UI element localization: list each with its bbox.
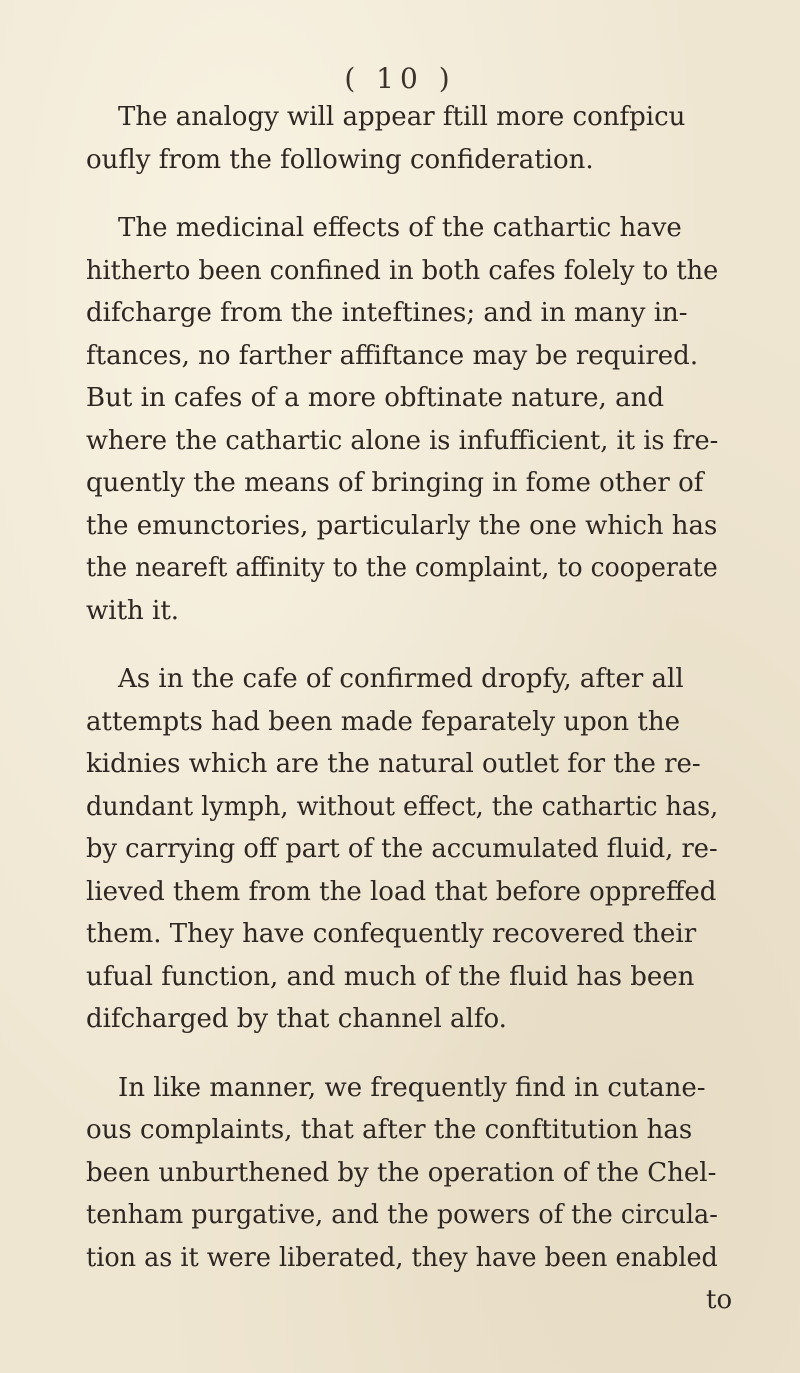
page-number: ( 10 ) [344, 62, 456, 95]
text-line: hitherto been confined in both cafes folely to the [86, 255, 719, 286]
text-line: tenham purgative, and the powers of the circula- [86, 1200, 718, 1230]
text-line: The medicinal effects of the cathartic have [118, 213, 682, 243]
text-line: lieved them from the load that before oppreffed [86, 876, 717, 907]
text-line: oufly from the following confideration. [86, 144, 594, 175]
text-line: The analogy will appear ftill more confpicu [118, 102, 686, 132]
text-line: them. They have confequently recovered their [86, 919, 697, 949]
text-line: been unburthened by the operation of the Chel- [86, 1157, 717, 1188]
text-line: by carrying off part of the accumulated fluid, re- [86, 834, 718, 864]
text-line: quently the means of bringing in fome other of [86, 468, 704, 498]
text-line: ufual function, and much of the fluid has been [86, 961, 695, 992]
text-line: In like manner, we frequently find in cutane- [118, 1072, 706, 1103]
text-line: tion as it were liberated, they have been enabled [86, 1242, 718, 1273]
text-line: But in cafes of a more obftinate nature, and [86, 383, 664, 413]
text-line: the neareft affinity to the complaint, to cooperate [86, 553, 718, 583]
text-line: where the cathartic alone is infufficient, it is fre- [86, 425, 719, 456]
catchword: to [706, 1285, 733, 1315]
text-line: dundant lymph, without effect, the cathartic has, [86, 791, 719, 822]
text-line: kidnies which are the natural outlet for the re- [86, 749, 701, 779]
text-line: with it. [86, 595, 180, 626]
text-line: difcharged by that channel alfo. [86, 1004, 507, 1034]
text-line: attempts had been made feparately upon the [86, 706, 680, 737]
text-line: ous complaints, that after the conftitution has [86, 1115, 693, 1145]
text-line: difcharge from the inteftines; and in many in- [86, 298, 688, 328]
text-line: the emunctories, particularly the one which has [86, 510, 718, 541]
text-line: ftances, no farther affiftance may be required. [86, 340, 699, 371]
text-line: As in the cafe of confirmed dropfy, after all [118, 664, 684, 694]
